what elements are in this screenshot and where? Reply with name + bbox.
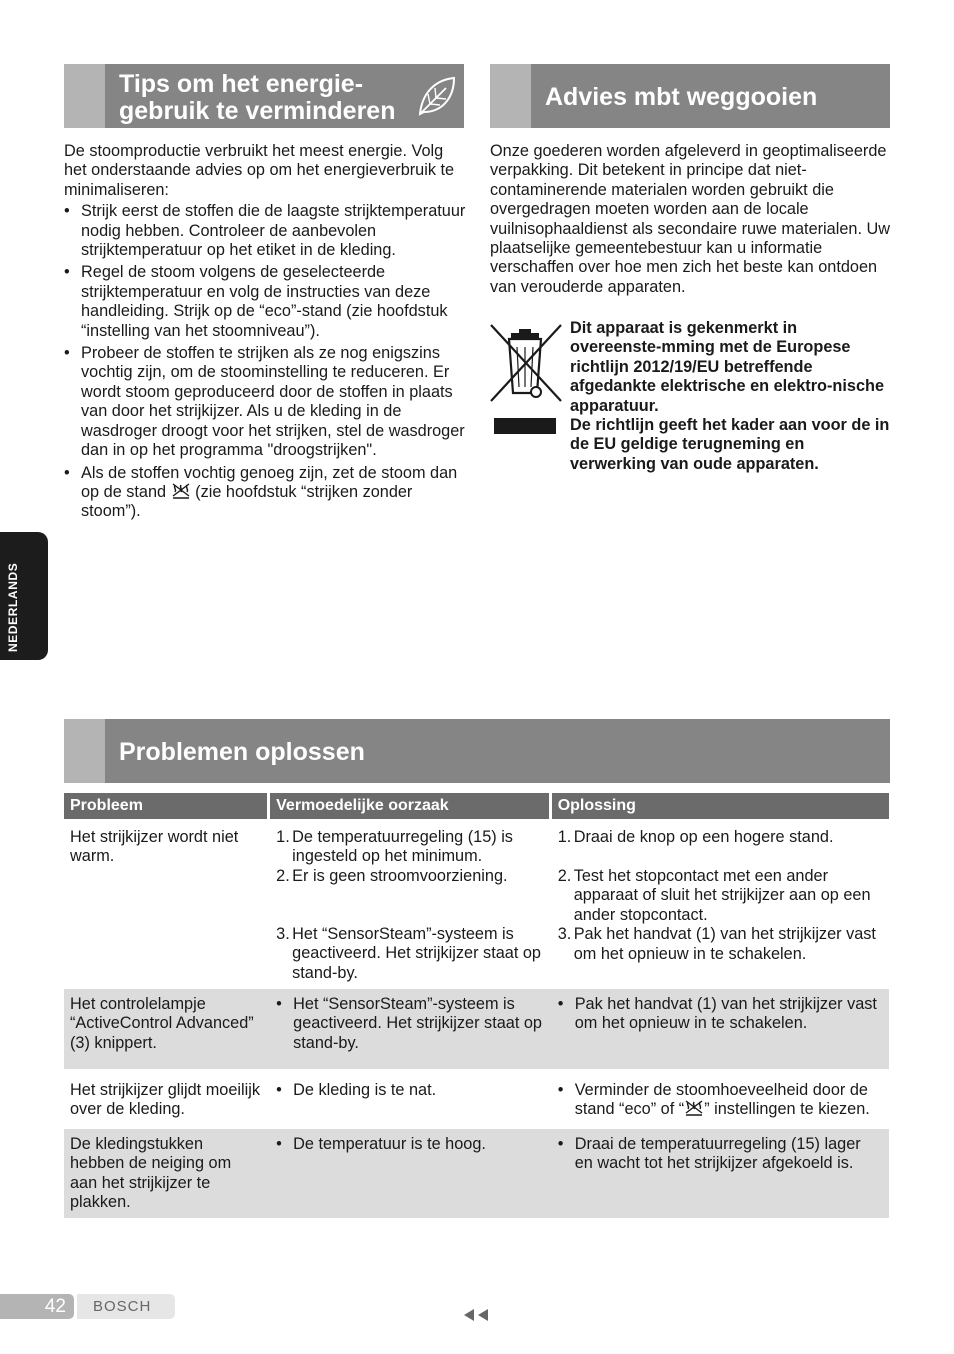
item-number: 1. (276, 828, 290, 846)
cause-cell (269, 1129, 551, 1219)
list-item (276, 828, 543, 867)
weee-text-1: Dit apparaat is gekenmerkt in overeenste-mming met de Europese richtlijn 2012/19/EU betreffende afgedankte elektrische en elektro-nische apparatuur. (570, 319, 884, 415)
list-item (558, 925, 881, 964)
column-header: Vermoedelijke oorzaak (269, 793, 551, 819)
item-text-a: Verminder de stoomhoeveelheid door de stand “eco” of “ (574, 1081, 868, 1119)
item-number: 2. (557, 867, 572, 885)
list-item: • Strijk eerst de stoffen die de laagste strijktemperatuur nodig hebben. Controleer de aanbevolen strijktemperatuur op het etiket in de kleding. (64, 202, 466, 260)
solution-cell (550, 1129, 888, 1219)
table-row (64, 1069, 889, 1129)
item-text: De temperatuurregeling (15) is ingesteld op het minimum. (292, 828, 513, 866)
tips-title-line2: gebruik te verminderen (119, 97, 396, 125)
weee-text-2: De richtlijn geeft het kader aan voor de in de EU geldige terugneming en verwerking van oude apparaten. (570, 416, 890, 473)
crossed-bin-icon (489, 323, 565, 435)
list-item: • Probeer de stoffen te strijken als ze nog enigszins vochtig zijn, om de stoominstelling te reduceren. Er wordt stoom geproduceerd door de stoffen in plaats van door het strijkijzer. Als u de kleding in de wasdroger droogt voor het strijken, stel de wasdroger dan in op het programma "droogstrijken". (64, 344, 466, 460)
last-bullet-text-a: Als de stoffen vochtig genoeg zijn, zet de stoom dan op de stand (81, 463, 458, 501)
column-header: Oplossing (550, 793, 888, 819)
item-number: 1. (557, 828, 572, 846)
list-item: • De temperatuur is te hoog. (276, 1135, 543, 1154)
disposal-header (490, 64, 890, 128)
disposal-title: Advies mbt weggooien (545, 83, 818, 111)
list-item: • Regel de stoom volgens de geselecteerde strijktemperatuur en volg de instructies van deze handleiding. Strijk op de “eco”-stand (zie hoofdstuk “instelling van het stoomniveau”). (64, 263, 466, 341)
item-text: Test het stopcontact met een ander apparaat of sluit het strijkijzer aan op een ander stopcontact. (573, 867, 871, 924)
no-steam-icon (171, 483, 191, 500)
tips-header (64, 64, 464, 128)
column-header: Probleem (64, 793, 269, 819)
language-label: NEDERLANDS (6, 562, 20, 652)
problem-cell: Het controlelampje “ActiveControl Advanced” (3) knippert. (64, 989, 269, 1069)
page-number: 42 (44, 1296, 66, 1317)
list-item (558, 828, 881, 867)
list-item (558, 1081, 881, 1120)
table-row (64, 989, 889, 1069)
list-item: • De kleding is te nat. (276, 1081, 543, 1100)
item-number: 3. (557, 925, 572, 944)
problem-cell: Het strijkijzer wordt niet warm. (70, 828, 239, 866)
tips-title-line1: Tips om het energie- (119, 70, 364, 98)
brand-label: BOSCH (93, 1298, 152, 1315)
problems-header (64, 719, 890, 783)
list-item (276, 867, 543, 925)
list-item: • Pak het handvat (1) van het strijkijzer vast om het opnieuw in te schakelen. (558, 995, 881, 1034)
list-item: • Het “SensorSteam”-systeem is geactiveerd. Het strijkijzer staat op stand-by. (276, 995, 543, 1053)
table-header-row (64, 793, 889, 819)
table-row (64, 1129, 889, 1219)
item-text: Er is geen stroomvoorziening. (292, 866, 508, 885)
list-item (64, 464, 466, 522)
problem-cell: Het strijkijzer glijdt moeilijk over de kleding. (70, 1081, 260, 1119)
item-number: 3. (276, 924, 290, 943)
cause-cell (269, 819, 551, 989)
item-number: 2. (276, 866, 290, 885)
item-text-b: ” instellingen te kiezen. (704, 1100, 870, 1119)
header-tab (490, 64, 531, 128)
item-text: Draai de knop op een hogere stand. (573, 828, 834, 846)
brand-tab (77, 1294, 175, 1319)
header-tab (64, 719, 105, 783)
tips-list (64, 202, 466, 522)
list-item (558, 867, 881, 925)
problem-cell: De kledingstukken hebben de neiging om aan het strijkijzer te plakken. (64, 1129, 269, 1219)
solution-cell (550, 989, 888, 1069)
disposal-body: Onze goederen worden afgeleverd in geoptimaliseerde verpakking. Dit betekent in principe dat niet-contaminerende materialen worden gebruikt die overgedragen moeten worden aan de locale vuilnisophaaldienst als secondaire ruwe materialen. Uw plaatselijke gemeentebestuur kan u informatie verschaffen over hoe men zich het beste kan ontdoen van verouderde apparaten. (490, 142, 891, 296)
cause-cell (269, 1069, 551, 1129)
item-text: Het “SensorSteam”-systeem is geactiveerd. Het strijkijzer staat op stand-by. (292, 924, 541, 982)
tips-title (119, 71, 395, 125)
cause-cell (269, 989, 551, 1069)
last-bullet-text-b: (zie hoofdstuk “strijken zonder stoom”). (81, 482, 413, 521)
solution-cell (550, 1069, 888, 1129)
tips-body (64, 142, 466, 525)
solution-cell (550, 819, 888, 989)
table-row (64, 819, 889, 989)
tips-intro: De stoomproductie verbruikt het meest energie. Volg het onderstaande advies op om het energieverbruik te minimaliseren: (64, 142, 455, 199)
problems-title: Problemen oplossen (119, 738, 365, 766)
back-arrows-icon (462, 1307, 490, 1323)
language-tab (0, 532, 48, 660)
header-tab (64, 64, 105, 128)
list-item (276, 925, 543, 983)
list-item: • Draai de temperatuurregeling (15) lager en wacht tot het strijkijzer afgekoeld is. (558, 1135, 881, 1174)
page-number-tab (0, 1294, 74, 1319)
problems-table (64, 793, 890, 1218)
item-text: Pak het handvat (1) van het strijkijzer vast om het opnieuw in te schakelen. (573, 925, 876, 963)
no-steam-icon (684, 1100, 704, 1117)
weee-text (570, 319, 890, 474)
leaf-icon (416, 74, 458, 118)
